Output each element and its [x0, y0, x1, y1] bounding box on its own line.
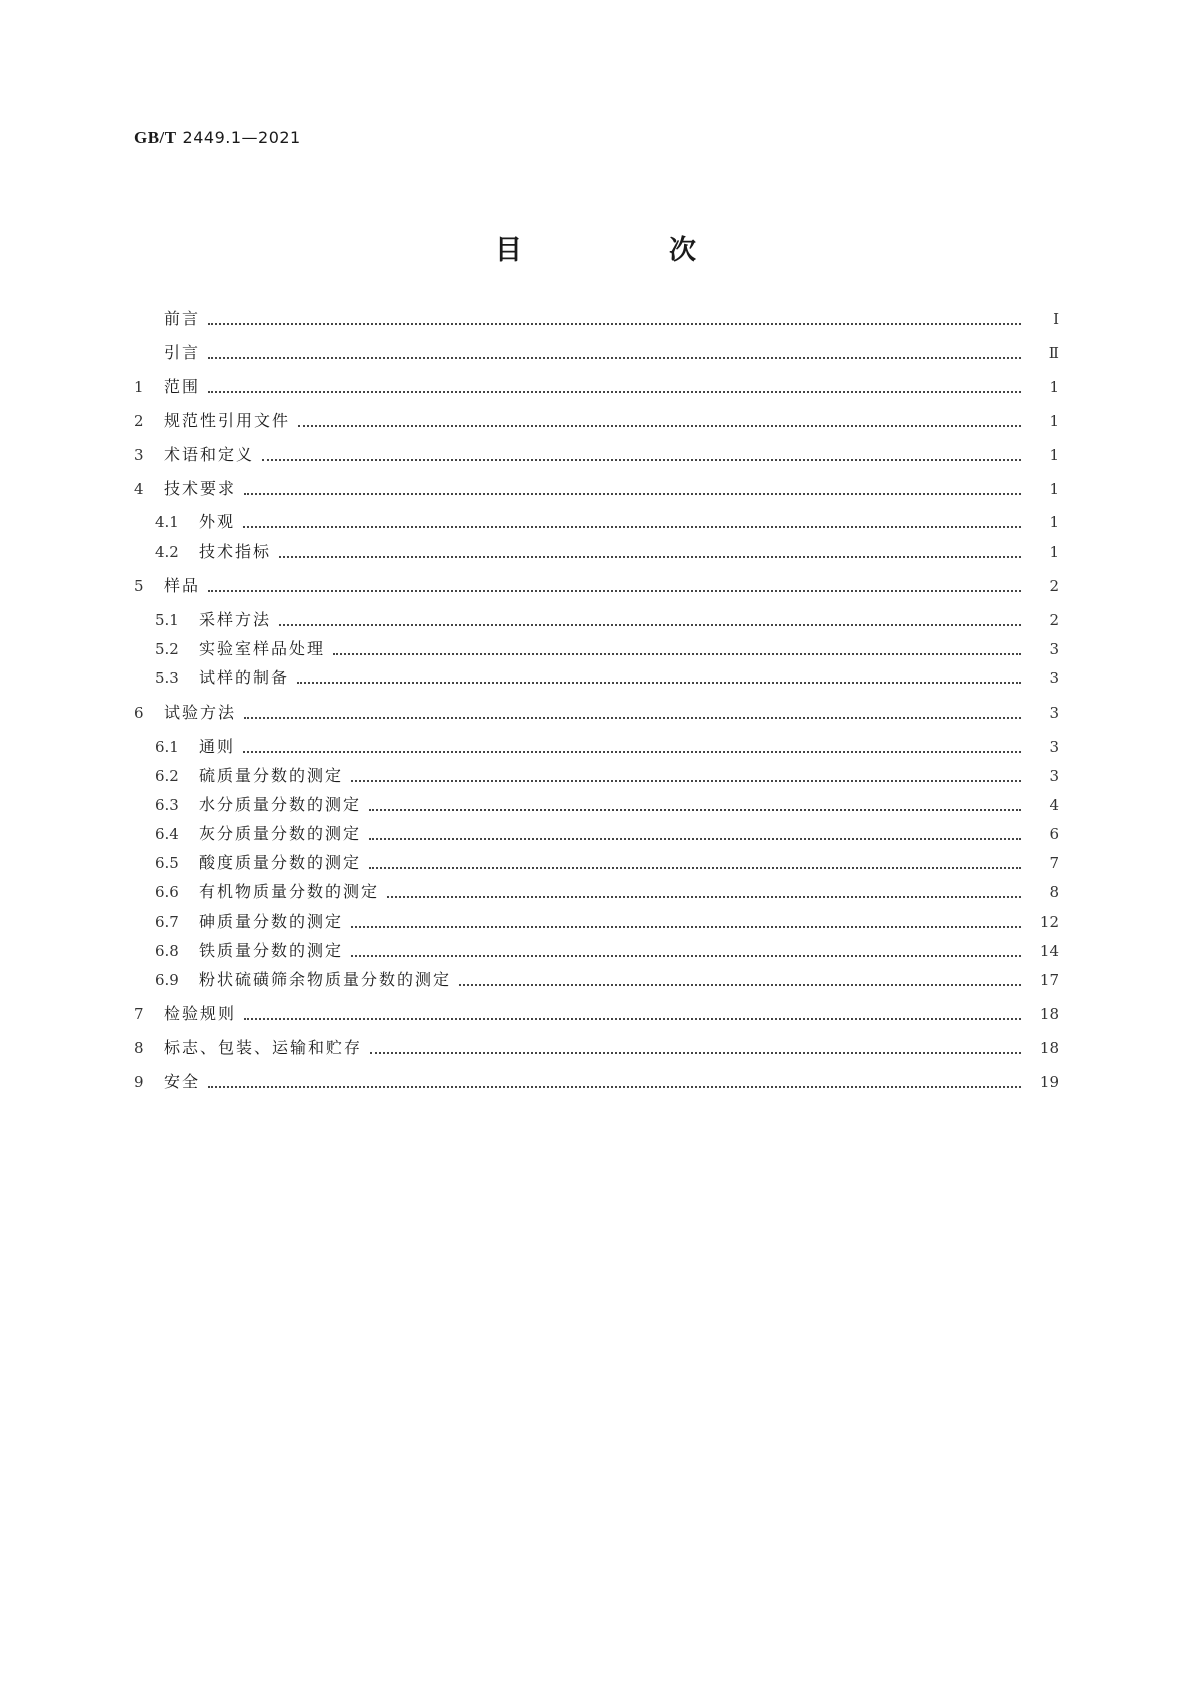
- entry-label: 引言: [164, 343, 201, 362]
- entry-page: 4: [1049, 796, 1059, 814]
- entry-page: 1: [1049, 378, 1059, 396]
- entry-label: 术语和定义: [164, 445, 255, 464]
- entry-label: 砷质量分数的测定: [199, 912, 344, 931]
- entry-label: 铁质量分数的测定: [199, 941, 344, 960]
- entry-label: 硫质量分数的测定: [199, 766, 344, 785]
- toc-entry-6-6[interactable]: [134, 879, 1059, 903]
- entry-number: 9: [134, 1073, 144, 1091]
- entry-page: 1: [1049, 543, 1059, 561]
- entry-number: 4: [134, 480, 144, 498]
- toc-entry-8[interactable]: [134, 1035, 1059, 1059]
- entry-page: 17: [1039, 971, 1059, 989]
- entry-number: 6: [134, 704, 144, 722]
- entry-label: 检验规则: [164, 1004, 237, 1023]
- entry-label: 外观: [199, 512, 236, 531]
- toc-entry-4[interactable]: [134, 476, 1059, 500]
- toc-entry-4-2[interactable]: [134, 539, 1059, 563]
- entry-number: 6.9: [155, 971, 179, 989]
- entry-number: 5.3: [155, 669, 179, 687]
- dot-leader: [387, 896, 1021, 898]
- toc-entry-foreword[interactable]: [134, 306, 1059, 330]
- dot-leader: [369, 809, 1021, 811]
- entry-label: 粉状硫磺筛余物质量分数的测定: [199, 970, 452, 989]
- dot-leader: [262, 459, 1021, 461]
- dot-leader: [208, 357, 1021, 359]
- entry-number: 7: [134, 1005, 144, 1023]
- entry-number: 3: [134, 446, 144, 464]
- dot-leader: [279, 556, 1021, 558]
- dot-leader: [370, 1052, 1021, 1054]
- table-of-contents: [134, 0, 1059, 1684]
- entry-number: 6.8: [155, 942, 179, 960]
- entry-number: 5.2: [155, 640, 179, 658]
- entry-label: 样品: [164, 576, 201, 595]
- entry-label: 水分质量分数的测定: [199, 795, 362, 814]
- toc-entry-introduction[interactable]: [134, 340, 1059, 364]
- entry-page: 19: [1039, 1073, 1059, 1091]
- toc-entry-5[interactable]: [134, 573, 1059, 597]
- entry-page: Ⅰ: [1053, 310, 1059, 328]
- entry-page: 3: [1049, 704, 1059, 722]
- entry-label: 有机物质量分数的测定: [199, 882, 380, 901]
- dot-leader: [351, 955, 1021, 957]
- dot-leader: [243, 751, 1021, 753]
- entry-page: 3: [1049, 738, 1059, 756]
- entry-number: 2: [134, 412, 144, 430]
- entry-page: 3: [1049, 640, 1059, 658]
- entry-page: Ⅱ: [1048, 344, 1059, 362]
- toc-entry-4-1[interactable]: [134, 509, 1059, 533]
- toc-entry-5-3[interactable]: [134, 665, 1059, 689]
- toc-entry-1[interactable]: [134, 374, 1059, 398]
- entry-page: 14: [1039, 942, 1059, 960]
- entry-label: 前言: [164, 309, 201, 328]
- toc-entry-6[interactable]: [134, 700, 1059, 724]
- dot-leader: [333, 653, 1021, 655]
- entry-page: 1: [1049, 480, 1059, 498]
- toc-entry-7[interactable]: [134, 1001, 1059, 1025]
- dot-leader: [351, 780, 1021, 782]
- entry-label: 试验方法: [164, 703, 237, 722]
- toc-entry-6-5[interactable]: [134, 850, 1059, 874]
- dot-leader: [243, 526, 1021, 528]
- toc-entry-2[interactable]: [134, 408, 1059, 432]
- entry-number: 1: [134, 378, 144, 396]
- entry-page: 1: [1049, 412, 1059, 430]
- entry-label: 技术要求: [164, 479, 237, 498]
- entry-number: 4.2: [155, 543, 179, 561]
- code-number: 2449.1—2021: [182, 128, 301, 147]
- entry-label: 采样方法: [199, 610, 272, 629]
- entry-page: 1: [1049, 513, 1059, 531]
- dot-leader: [244, 493, 1021, 495]
- dot-leader: [369, 838, 1021, 840]
- dot-leader: [208, 323, 1021, 325]
- entry-page: 6: [1049, 825, 1059, 843]
- entry-number: 6.1: [155, 738, 179, 756]
- entry-label: 试样的制备: [199, 668, 290, 687]
- dot-leader: [297, 682, 1021, 684]
- entry-page: 18: [1039, 1005, 1059, 1023]
- entry-number: 6.4: [155, 825, 179, 843]
- entry-page: 18: [1039, 1039, 1059, 1057]
- entry-number: 8: [134, 1039, 144, 1057]
- entry-page: 2: [1049, 611, 1059, 629]
- entry-label: 规范性引用文件: [164, 411, 291, 430]
- toc-entry-5-1[interactable]: [134, 607, 1059, 631]
- dot-leader: [244, 1018, 1021, 1020]
- dot-leader: [279, 624, 1021, 626]
- entry-number: 6.3: [155, 796, 179, 814]
- toc-entry-6-1[interactable]: [134, 734, 1059, 758]
- dot-leader: [208, 391, 1021, 393]
- entry-label: 通则: [199, 737, 236, 756]
- entry-label: 标志、包装、运输和贮存: [164, 1038, 363, 1057]
- toc-entry-6-7[interactable]: [134, 909, 1059, 933]
- code-prefix: GB/T: [134, 128, 177, 147]
- toc-entry-6-3[interactable]: [134, 792, 1059, 816]
- entry-page: 2: [1049, 577, 1059, 595]
- entry-page: 8: [1049, 883, 1059, 901]
- dot-leader: [369, 867, 1021, 869]
- dot-leader: [208, 1086, 1021, 1088]
- entry-label: 酸度质量分数的测定: [199, 853, 362, 872]
- dot-leader: [459, 984, 1021, 986]
- entry-number: 6.2: [155, 767, 179, 785]
- entry-number: 5.1: [155, 611, 179, 629]
- toc-entry-5-2[interactable]: [134, 636, 1059, 660]
- dot-leader: [244, 717, 1021, 719]
- entry-label: 范围: [164, 377, 201, 396]
- toc-entry-6-9[interactable]: [134, 967, 1059, 991]
- toc-entry-6-4[interactable]: [134, 821, 1059, 845]
- toc-entry-3[interactable]: [134, 442, 1059, 466]
- entry-number: 6.7: [155, 913, 179, 931]
- entry-number: 6.5: [155, 854, 179, 872]
- toc-entry-9[interactable]: [134, 1069, 1059, 1093]
- entry-label: 安全: [164, 1072, 201, 1091]
- entry-page: 7: [1049, 854, 1059, 872]
- dot-leader: [298, 425, 1021, 427]
- dot-leader: [351, 926, 1021, 928]
- entry-page: 3: [1049, 669, 1059, 687]
- toc-entry-6-2[interactable]: [134, 763, 1059, 787]
- entry-label: 灰分质量分数的测定: [199, 824, 362, 843]
- entry-label: 技术指标: [199, 542, 272, 561]
- toc-entry-6-8[interactable]: [134, 938, 1059, 962]
- entry-number: 5: [134, 577, 144, 595]
- entry-page: 12: [1039, 913, 1059, 931]
- toc-title: 目 次: [495, 235, 756, 266]
- entry-label: 实验室样品处理: [199, 639, 326, 658]
- entry-page: 1: [1049, 446, 1059, 464]
- entry-number: 4.1: [155, 513, 179, 531]
- entry-number: 6.6: [155, 883, 179, 901]
- entry-page: 3: [1049, 767, 1059, 785]
- dot-leader: [208, 590, 1021, 592]
